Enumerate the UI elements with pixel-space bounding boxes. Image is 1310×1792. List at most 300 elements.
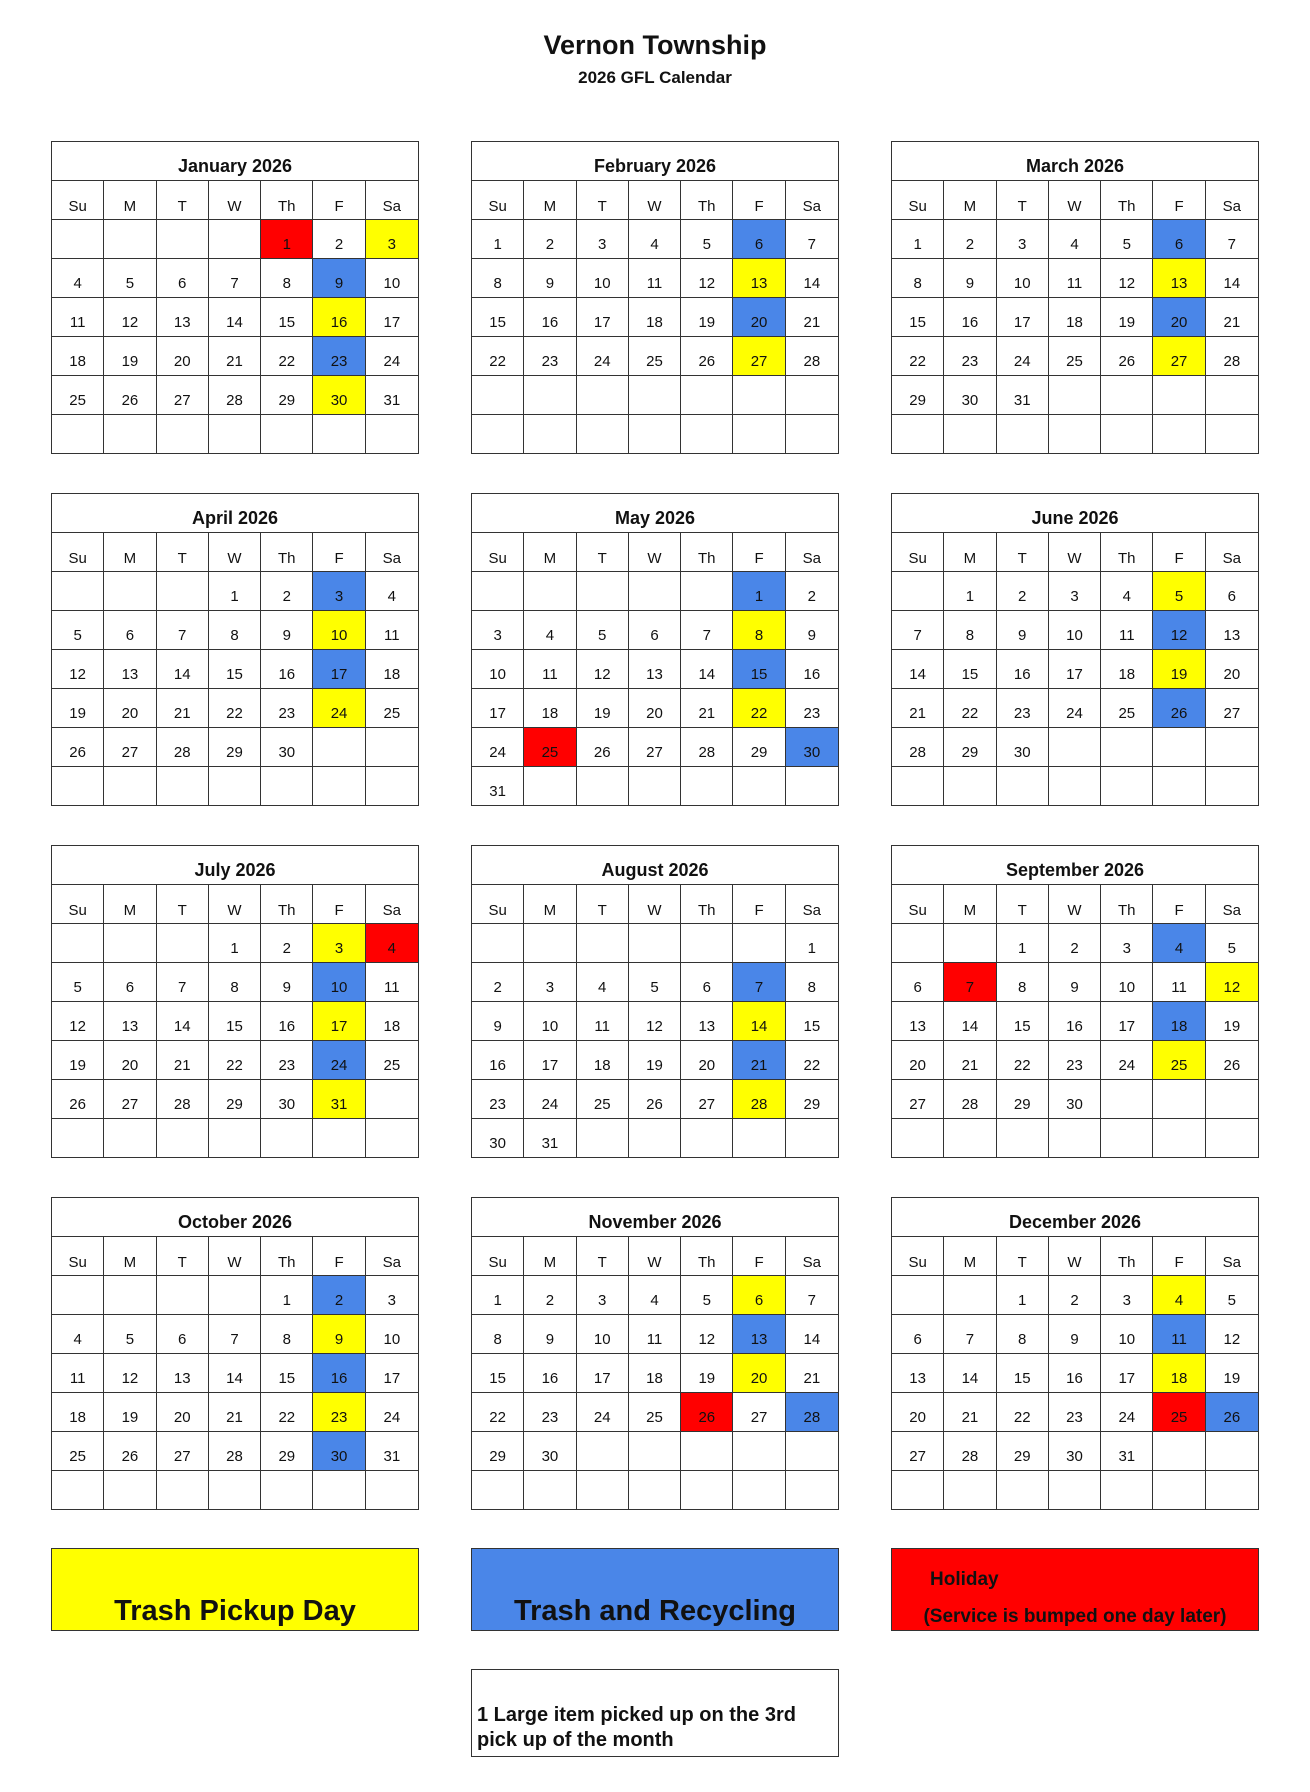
day-cell: 1 [209,924,261,963]
day-cell: 30 [261,728,313,767]
day-cell: 14 [944,1354,996,1393]
day-cell: 23 [261,1041,313,1080]
day-cell: 2 [1049,1276,1101,1315]
empty-cell [472,415,524,454]
empty-cell [681,1119,733,1158]
day-cell: 21 [944,1393,996,1432]
empty-cell [1206,1432,1258,1471]
day-cell: 22 [209,1041,261,1080]
weekday-header: T [577,181,629,220]
day-cell: 29 [261,1432,313,1471]
empty-cell [629,1119,681,1158]
day-cell: 10 [1101,963,1153,1002]
day-cell: 31 [366,376,418,415]
month-calendar [891,1197,1259,1510]
empty-cell [209,415,261,454]
day-cell: 18 [629,298,681,337]
empty-cell [1206,415,1258,454]
day-cell: 4 [524,611,576,650]
weekday-header: Th [681,533,733,572]
day-cell: 23 [472,1080,524,1119]
day-cell: 8 [997,963,1049,1002]
day-cell: 3 [1049,572,1101,611]
day-cell: 3 [313,924,365,963]
day-cell: 15 [472,298,524,337]
day-cell: 10 [997,259,1049,298]
empty-cell [892,1471,944,1510]
day-cell: 15 [209,650,261,689]
day-cell: 13 [892,1354,944,1393]
day-cell: 30 [472,1119,524,1158]
empty-cell [786,376,838,415]
day-cell: 22 [472,337,524,376]
day-cell: 14 [786,259,838,298]
day-cell: 26 [629,1080,681,1119]
weekday-header: W [209,181,261,220]
empty-cell [52,767,104,806]
day-cell: 6 [104,963,156,1002]
day-cell: 9 [997,611,1049,650]
day-cell: 1 [261,220,313,259]
empty-cell [1206,1471,1258,1510]
empty-cell [209,767,261,806]
empty-cell [1153,767,1205,806]
day-cell: 15 [944,650,996,689]
day-cell: 4 [629,1276,681,1315]
empty-cell [1153,376,1205,415]
day-cell: 6 [104,611,156,650]
weekday-header: M [524,181,576,220]
day-cell: 21 [157,689,209,728]
day-cell: 2 [1049,924,1101,963]
day-cell: 4 [366,572,418,611]
day-cell: 17 [1101,1002,1153,1041]
day-cell: 10 [313,963,365,1002]
day-cell: 23 [1049,1041,1101,1080]
day-cell: 22 [209,689,261,728]
day-cell: 22 [786,1041,838,1080]
day-cell: 12 [577,650,629,689]
day-cell: 16 [261,650,313,689]
day-cell: 18 [366,1002,418,1041]
empty-cell [209,1471,261,1510]
day-cell: 31 [313,1080,365,1119]
day-cell: 6 [892,963,944,1002]
weekday-header: T [577,1237,629,1276]
day-cell: 29 [261,376,313,415]
empty-cell [104,924,156,963]
day-cell: 27 [157,1432,209,1471]
day-cell: 4 [577,963,629,1002]
day-cell: 7 [892,611,944,650]
day-cell: 6 [157,1315,209,1354]
day-cell: 19 [1101,298,1153,337]
day-cell: 24 [313,689,365,728]
day-cell: 15 [997,1354,1049,1393]
day-cell: 26 [1206,1393,1258,1432]
day-cell: 26 [104,376,156,415]
day-cell: 12 [1153,611,1205,650]
day-cell: 17 [997,298,1049,337]
empty-cell [577,415,629,454]
empty-cell [1049,415,1101,454]
day-cell: 23 [524,1393,576,1432]
empty-cell [681,376,733,415]
day-cell: 7 [733,963,785,1002]
empty-cell [629,1432,681,1471]
day-cell: 13 [892,1002,944,1041]
day-cell: 18 [1049,298,1101,337]
weekday-header: M [104,533,156,572]
empty-cell [261,767,313,806]
month-calendar [51,1197,419,1510]
day-cell: 1 [472,1276,524,1315]
month-day-grid [892,1237,1258,1510]
month-day-grid [52,885,418,1158]
day-cell: 9 [261,963,313,1002]
day-cell: 20 [104,1041,156,1080]
day-cell: 11 [366,963,418,1002]
empty-cell [472,572,524,611]
weekday-header: W [209,533,261,572]
weekday-header: T [157,885,209,924]
day-cell: 28 [892,728,944,767]
weekday-header: W [629,533,681,572]
month-title: September 2026 [892,846,1258,885]
day-cell: 11 [366,611,418,650]
day-cell: 19 [1206,1354,1258,1393]
day-cell: 31 [997,376,1049,415]
day-cell: 28 [209,1432,261,1471]
day-cell: 16 [524,1354,576,1393]
weekday-header: Th [1101,1237,1153,1276]
day-cell: 20 [892,1393,944,1432]
day-cell: 11 [629,1315,681,1354]
empty-cell [157,1471,209,1510]
day-cell: 9 [944,259,996,298]
day-cell: 18 [524,689,576,728]
empty-cell [1153,1080,1205,1119]
day-cell: 24 [1101,1041,1153,1080]
day-cell: 9 [1049,1315,1101,1354]
weekday-header: Th [681,885,733,924]
day-cell: 28 [733,1080,785,1119]
empty-cell [104,220,156,259]
month-day-grid [472,533,838,806]
weekday-header: F [733,1237,785,1276]
day-cell: 24 [577,337,629,376]
empty-cell [1101,415,1153,454]
day-cell: 27 [1206,689,1258,728]
day-cell: 16 [944,298,996,337]
day-cell: 11 [524,650,576,689]
day-cell: 19 [52,689,104,728]
day-cell: 12 [681,1315,733,1354]
day-cell: 10 [577,1315,629,1354]
day-cell: 22 [733,689,785,728]
weekday-header: Th [261,1237,313,1276]
empty-cell [52,1471,104,1510]
day-cell: 20 [157,1393,209,1432]
day-cell: 4 [1049,220,1101,259]
day-cell: 11 [1153,1315,1205,1354]
weekday-header: Th [261,181,313,220]
day-cell: 6 [629,611,681,650]
weekday-header: Sa [1206,181,1258,220]
empty-cell [786,1471,838,1510]
day-cell: 13 [157,1354,209,1393]
day-cell: 25 [52,376,104,415]
day-cell: 7 [157,611,209,650]
day-cell: 19 [577,689,629,728]
empty-cell [104,1276,156,1315]
weekday-header: Su [52,181,104,220]
empty-cell [524,415,576,454]
day-cell: 5 [1153,572,1205,611]
day-cell: 22 [997,1393,1049,1432]
day-cell: 22 [472,1393,524,1432]
weekday-header: F [1153,533,1205,572]
day-cell: 13 [157,298,209,337]
weekday-header: F [733,533,785,572]
day-cell: 25 [1049,337,1101,376]
weekday-header: Su [52,533,104,572]
day-cell: 4 [52,1315,104,1354]
day-cell: 26 [1206,1041,1258,1080]
day-cell: 27 [104,728,156,767]
day-cell: 26 [577,728,629,767]
day-cell: 7 [786,1276,838,1315]
day-cell: 25 [524,728,576,767]
day-cell: 17 [366,298,418,337]
day-cell: 12 [1206,963,1258,1002]
day-cell: 19 [52,1041,104,1080]
day-cell: 4 [366,924,418,963]
day-cell: 22 [261,337,313,376]
empty-cell [681,767,733,806]
empty-cell [892,924,944,963]
day-cell: 8 [733,611,785,650]
day-cell: 28 [944,1432,996,1471]
day-cell: 25 [52,1432,104,1471]
day-cell: 14 [786,1315,838,1354]
weekday-header: M [104,1237,156,1276]
day-cell: 5 [52,963,104,1002]
day-cell: 1 [209,572,261,611]
day-cell: 23 [944,337,996,376]
weekday-header: M [524,885,576,924]
day-cell: 14 [681,650,733,689]
empty-cell [629,572,681,611]
day-cell: 1 [261,1276,313,1315]
day-cell: 23 [524,337,576,376]
day-cell: 25 [366,1041,418,1080]
empty-cell [524,767,576,806]
day-cell: 9 [1049,963,1101,1002]
day-cell: 14 [209,1354,261,1393]
day-cell: 8 [261,1315,313,1354]
empty-cell [209,220,261,259]
day-cell: 30 [313,1432,365,1471]
weekday-header: M [944,533,996,572]
day-cell: 20 [733,1354,785,1393]
day-cell: 10 [1101,1315,1153,1354]
empty-cell [786,415,838,454]
day-cell: 3 [524,963,576,1002]
month-calendar [891,141,1259,454]
day-cell: 13 [629,650,681,689]
empty-cell [892,572,944,611]
day-cell: 10 [524,1002,576,1041]
day-cell: 25 [1153,1041,1205,1080]
day-cell: 13 [733,259,785,298]
day-cell: 26 [1101,337,1153,376]
day-cell: 9 [313,1315,365,1354]
weekday-header: W [1049,1237,1101,1276]
empty-cell [524,376,576,415]
day-cell: 30 [1049,1080,1101,1119]
empty-cell [104,767,156,806]
empty-cell [577,376,629,415]
day-cell: 12 [52,650,104,689]
day-cell: 12 [1101,259,1153,298]
empty-cell [1049,376,1101,415]
day-cell: 28 [681,728,733,767]
day-cell: 18 [1153,1354,1205,1393]
empty-cell [157,572,209,611]
day-cell: 13 [733,1315,785,1354]
empty-cell [366,415,418,454]
day-cell: 13 [1206,611,1258,650]
day-cell: 25 [1101,689,1153,728]
empty-cell [1153,1432,1205,1471]
day-cell: 21 [157,1041,209,1080]
day-cell: 10 [366,1315,418,1354]
empty-cell [104,415,156,454]
empty-cell [1049,1471,1101,1510]
day-cell: 3 [1101,1276,1153,1315]
day-cell: 16 [1049,1354,1101,1393]
empty-cell [681,1471,733,1510]
weekday-header: Sa [786,181,838,220]
weekday-header: Th [261,885,313,924]
empty-cell [1153,1119,1205,1158]
weekday-header: Sa [1206,885,1258,924]
weekday-header: Th [1101,181,1153,220]
day-cell: 2 [472,963,524,1002]
empty-cell [1049,728,1101,767]
day-cell: 5 [1206,924,1258,963]
day-cell: 26 [104,1432,156,1471]
day-cell: 8 [472,259,524,298]
day-cell: 30 [313,376,365,415]
day-cell: 21 [786,1354,838,1393]
day-cell: 31 [524,1119,576,1158]
day-cell: 28 [786,337,838,376]
day-cell: 18 [1153,1002,1205,1041]
legend-holiday-label: Holiday [930,1569,999,1590]
empty-cell [577,1119,629,1158]
month-day-grid [892,181,1258,454]
empty-cell [157,924,209,963]
weekday-header: Th [1101,533,1153,572]
day-cell: 9 [261,611,313,650]
day-cell: 6 [892,1315,944,1354]
day-cell: 23 [1049,1393,1101,1432]
legend-trash-and-recycling [471,1548,839,1631]
month-calendar [891,845,1259,1158]
empty-cell [892,1119,944,1158]
day-cell: 15 [997,1002,1049,1041]
day-cell: 29 [209,1080,261,1119]
day-cell: 18 [52,337,104,376]
large-item-note [471,1669,839,1757]
day-cell: 19 [1153,650,1205,689]
day-cell: 9 [313,259,365,298]
empty-cell [524,572,576,611]
empty-cell [629,924,681,963]
day-cell: 16 [524,298,576,337]
empty-cell [157,220,209,259]
day-cell: 11 [577,1002,629,1041]
day-cell: 20 [104,689,156,728]
weekday-header: Su [472,1237,524,1276]
day-cell: 20 [892,1041,944,1080]
empty-cell [104,1471,156,1510]
day-cell: 25 [1153,1393,1205,1432]
day-cell: 5 [104,1315,156,1354]
empty-cell [733,1432,785,1471]
month-day-grid [892,533,1258,806]
day-cell: 17 [313,650,365,689]
empty-cell [629,376,681,415]
empty-cell [944,767,996,806]
day-cell: 5 [681,220,733,259]
month-calendar [471,845,839,1158]
day-cell: 4 [52,259,104,298]
day-cell: 29 [892,376,944,415]
day-cell: 21 [1206,298,1258,337]
empty-cell [997,1471,1049,1510]
legend-trash-pickup-label: Trash Pickup Day [114,1595,356,1627]
month-day-grid [472,181,838,454]
empty-cell [1101,376,1153,415]
day-cell: 17 [1101,1354,1153,1393]
weekday-header: M [104,885,156,924]
day-cell: 18 [1101,650,1153,689]
empty-cell [786,1119,838,1158]
month-title: March 2026 [892,142,1258,181]
day-cell: 31 [366,1432,418,1471]
month-day-grid [52,181,418,454]
day-cell: 20 [681,1041,733,1080]
day-cell: 8 [944,611,996,650]
day-cell: 10 [313,611,365,650]
empty-cell [313,728,365,767]
day-cell: 18 [577,1041,629,1080]
day-cell: 11 [52,1354,104,1393]
weekday-header: F [313,1237,365,1276]
day-cell: 9 [786,611,838,650]
empty-cell [157,415,209,454]
day-cell: 7 [786,220,838,259]
empty-cell [1049,767,1101,806]
day-cell: 24 [472,728,524,767]
day-cell: 30 [944,376,996,415]
day-cell: 12 [104,1354,156,1393]
empty-cell [681,572,733,611]
legend-holiday [891,1548,1259,1631]
